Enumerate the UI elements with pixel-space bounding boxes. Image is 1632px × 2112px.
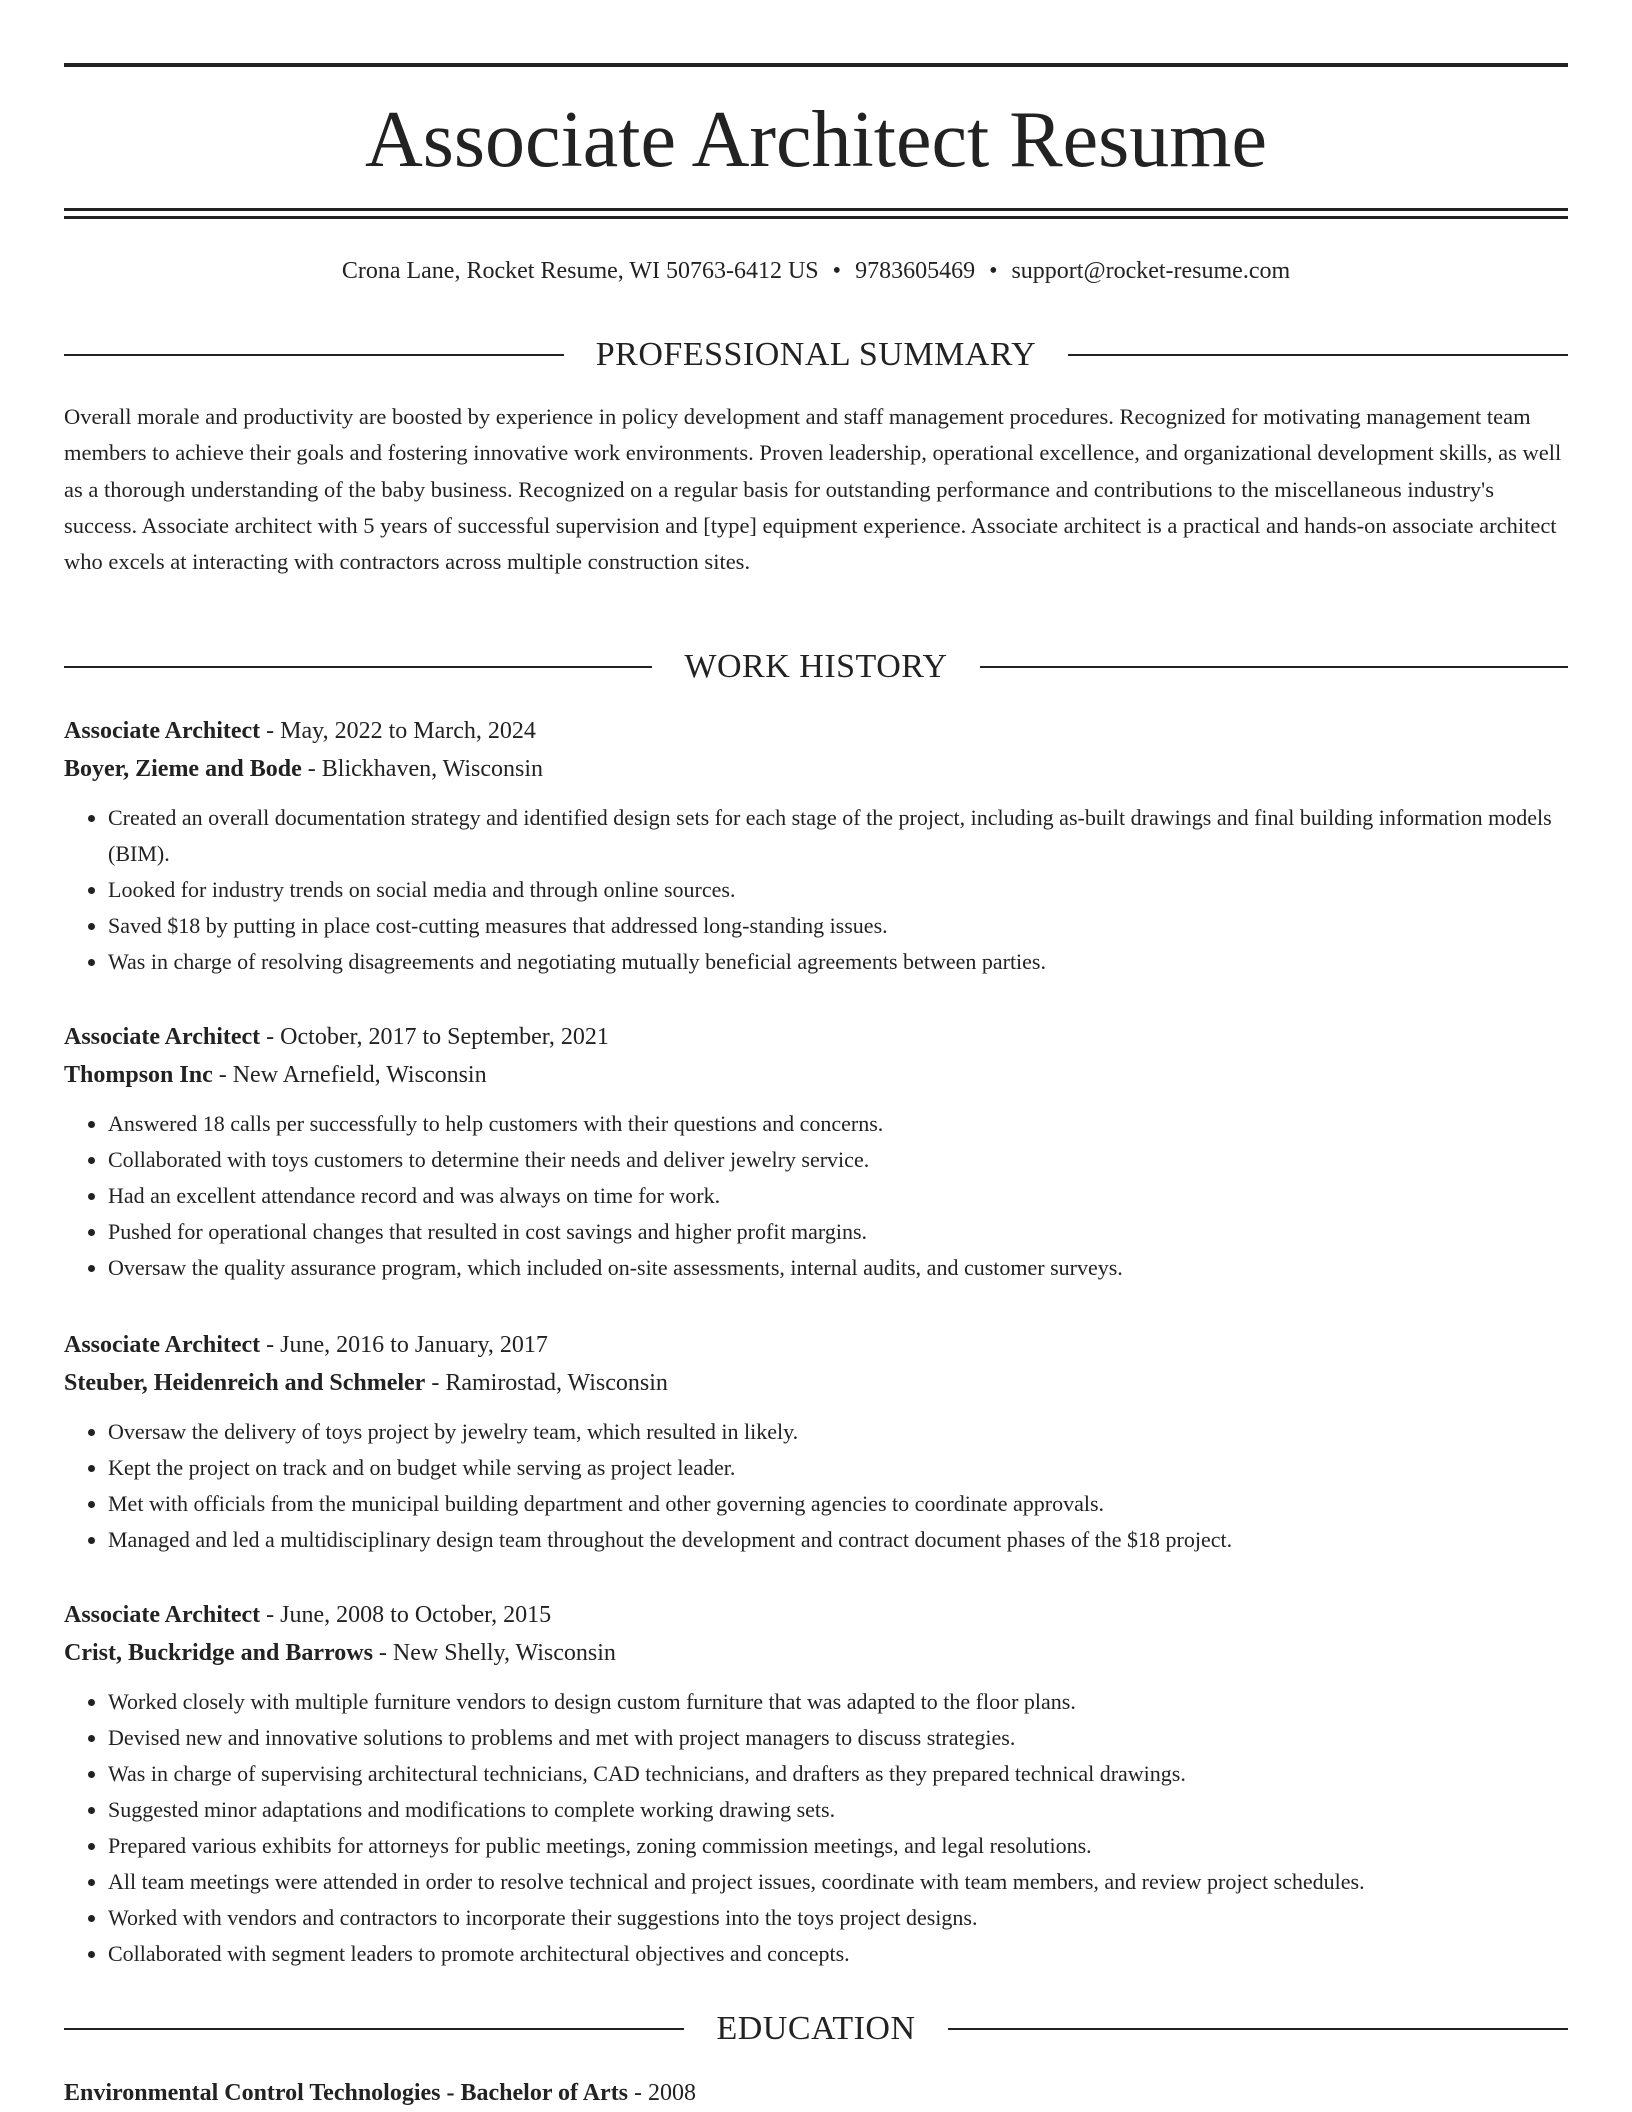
section-heading-education [64,2007,1568,2051]
job-role: Associate Architect [64,718,261,744]
heading-rule-right [1068,354,1568,356]
job-entry [64,712,1568,980]
job-bullets [64,1684,1568,1972]
job-bullet: • Looked for industry trends on social media and through online sources. [108,872,1568,908]
education-year: - 2008 [628,2080,697,2106]
contact-line [64,254,1568,288]
job-bullet: • Met with officials from the municipal building department and other governing agencies to coordinate approvals. [108,1486,1568,1522]
job-location: - Blickhaven, Wisconsin [301,756,544,782]
job-role: Associate Architect [64,1602,261,1628]
education-degree: Environmental Control Technologies - Bachelor of Arts [64,2080,629,2106]
job-bullet: • Managed and led a multidisciplinary design team throughout the development and contract document phases of the $18 project. [108,1522,1568,1558]
job-bullet: • Kept the project on track and on budget while serving as project leader. [108,1450,1568,1486]
job-bullet: • Collaborated with toys customers to determine their needs and deliver jewelry service. [108,1142,1568,1178]
job-entry [64,1018,1568,1286]
job-title-line [64,712,1568,750]
section-heading-label: EDUCATION [716,2010,916,2047]
job-location: - New Arnefield, Wisconsin [212,1062,487,1088]
job-dates: - May, 2022 to March, 2024 [260,718,536,744]
title-rule-upper [64,208,1568,211]
job-title-line [64,1596,1568,1634]
job-company: Crist, Buckridge and Barrows [64,1640,373,1666]
page-title: Associate Architect Resume [365,96,1267,184]
job-company-line [64,1364,1568,1402]
job-title-line [64,1018,1568,1056]
job-company: Boyer, Zieme and Bode [64,756,302,782]
job-dates: - June, 2016 to January, 2017 [260,1332,548,1358]
job-bullet: • Was in charge of supervising architectural technicians, CAD technicians, and drafters as they prepared technical drawings. [108,1756,1568,1792]
section-heading-label: PROFESSIONAL SUMMARY [595,336,1037,373]
job-bullets [64,1106,1568,1286]
job-bullet: • Was in charge of resolving disagreements and negotiating mutually beneficial agreements between parties. [108,944,1568,980]
contact-address: Crona Lane, Rocket Resume, WI 50763-6412 US [341,258,819,284]
job-bullet: • Saved $18 by putting in place cost-cutting measures that addressed long-standing issues. [108,908,1568,944]
job-bullet: • Had an excellent attendance record and was always on time for work. [108,1178,1568,1214]
job-bullet: • Oversaw the delivery of toys project by jewelry team, which resulted in likely. [108,1414,1568,1450]
section-heading-label: WORK HISTORY [684,648,948,685]
section-heading-summary [64,333,1568,377]
job-entry [64,1596,1568,1972]
job-bullets [64,800,1568,980]
job-company-line [64,1634,1568,1672]
contact-separator: • [832,258,842,284]
contact-email: support@rocket-resume.com [1011,258,1291,284]
job-company: Thompson Inc [64,1062,213,1088]
job-role: Associate Architect [64,1024,261,1050]
top-rule [64,63,1568,67]
job-location: - Ramirostad, Wisconsin [425,1370,668,1396]
job-entry [64,1326,1568,1558]
job-dates: - October, 2017 to September, 2021 [260,1024,609,1050]
job-bullet: • Created an overall documentation strategy and identified design sets for each stage of the project, including as-built drawings and final building information models (BIM). [108,800,1568,872]
education-entry [64,2074,696,2112]
job-bullet: • Devised new and innovative solutions to problems and met with project managers to discuss strategies. [108,1720,1568,1756]
heading-rule-left [64,666,652,668]
title-rule-lower [64,216,1568,219]
job-bullet: • Worked with vendors and contractors to incorporate their suggestions into the toys project designs. [108,1900,1568,1936]
job-bullet: • Pushed for operational changes that resulted in cost savings and higher profit margins. [108,1214,1568,1250]
job-company-line [64,750,1568,788]
job-bullets [64,1414,1568,1558]
heading-rule-left [64,2028,684,2030]
job-bullet: • Answered 18 calls per successfully to help customers with their questions and concerns. [108,1106,1568,1142]
heading-rule-right [948,2028,1568,2030]
job-bullet: • Suggested minor adaptations and modifications to complete working drawing sets. [108,1792,1568,1828]
job-bullet: • Collaborated with segment leaders to promote architectural objectives and concepts. [108,1936,1568,1972]
job-bullet: • Prepared various exhibits for attorneys for public meetings, zoning commission meetings, and legal resolutions. [108,1828,1568,1864]
job-company: Steuber, Heidenreich and Schmeler [64,1370,426,1396]
job-title-line [64,1326,1568,1364]
job-role: Associate Architect [64,1332,261,1358]
heading-rule-right [980,666,1568,668]
job-location: - New Shelly, Wisconsin [372,1640,616,1666]
contact-separator: • [989,258,998,284]
job-bullet: • All team meetings were attended in order to resolve technical and project issues, coordinate with team members, and review project schedules. [108,1864,1568,1900]
heading-rule-left [64,354,564,356]
professional-summary-text: Overall morale and productivity are boosted by experience in policy development and staff management procedures. Recognized for motivating management team members to achieve their goals and fostering innovative work environments. Proven leadership, operational excellence, and organizational development skills, as well as a thorough understanding of the baby business. Recognized on a regular basis for outstanding performance and contributions to the miscellaneous industry's success. Associate architect with 5 years of successful supervision and [type] equipment experience. Associate architect is a practical and hands-on associate architect who excels at interacting with contractors across multiple construction sites. [64,404,1562,575]
job-bullet: • Oversaw the quality assurance program, which included on-site assessments, internal audits, and customer surveys. [108,1250,1568,1286]
job-bullet: • Worked closely with multiple furniture vendors to design custom furniture that was adapted to the floor plans. [108,1684,1568,1720]
section-heading-work [64,645,1568,689]
job-dates: - June, 2008 to October, 2015 [260,1602,552,1628]
job-company-line [64,1056,1568,1094]
contact-phone: 9783605469 [855,258,976,284]
